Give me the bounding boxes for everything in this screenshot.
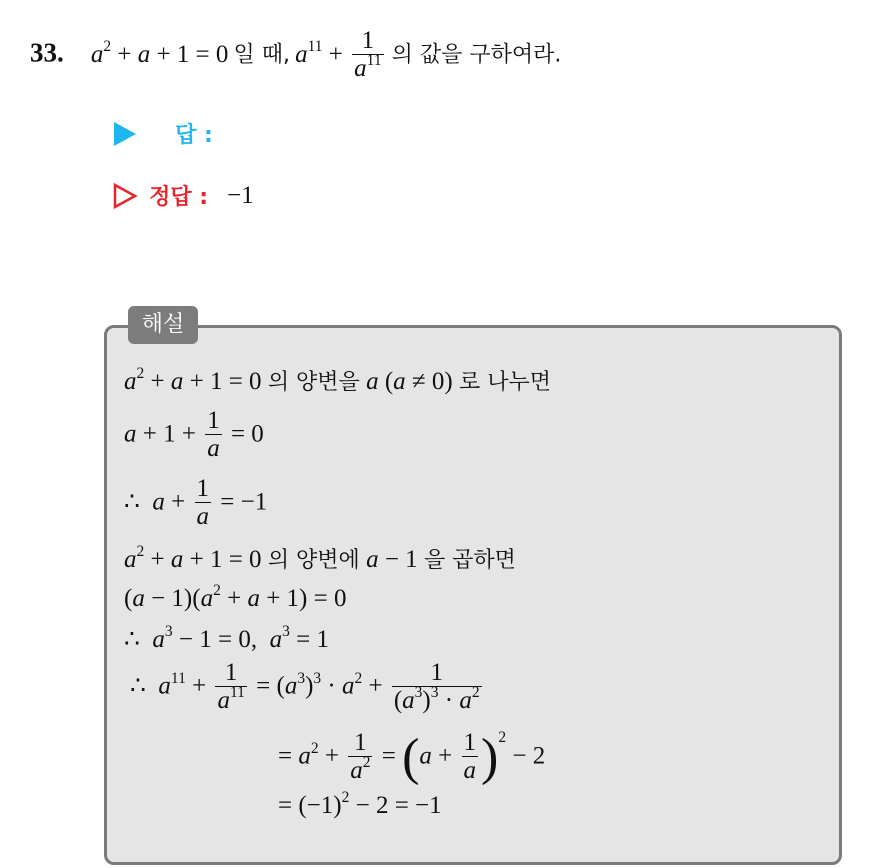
correct-value: −1	[227, 181, 254, 209]
solution-line-9: = $(-1)^2 - 2 = -1$	[278, 789, 442, 819]
solution-line-3: ∴ a + $\frac{1}{a}$ = −1	[124, 475, 268, 531]
question-line	[30, 28, 561, 84]
solution-tag: 해설	[128, 306, 198, 344]
solution-line-4: $a^2 + a + 1 = 0$ 의 양변에 a − 1 을 곱하면	[124, 543, 516, 573]
correct-answer-row	[112, 180, 254, 211]
play-arrow-icon	[112, 120, 138, 148]
solution-line-8: = $a^2$ + $\frac{1}{a^2}$ = (a + $\frac{1}{a}$ )$^2$ − 2	[278, 729, 546, 786]
question-number: 33.	[30, 37, 64, 68]
solution-line-2: a + 1 + $\frac{1}{a}$ = 0	[124, 407, 264, 463]
correct-label: 정답 :	[149, 185, 209, 210]
outline-arrow-icon	[112, 182, 138, 210]
solution-line-5: $(a - 1)(a^2 + a + 1) = 0$	[124, 582, 347, 612]
expression: $a^{11}$ + $\frac{1}{a^{11}}$	[295, 27, 382, 83]
prompt-text: 일 때,	[233, 42, 290, 68]
solution-line-6: ∴ $a^3 - 1 = 0$, $a^3 = 1$	[124, 623, 329, 653]
solution-line-7: ∴ $a^{11}$ + $\frac{1}{a^{11}}$ = $(a^3)^3 \cdot a^2$ + $\frac{1}{(a^3)^3 \cdot a^2}$	[130, 659, 480, 715]
solution-line-1: $a^2 + a + 1 = 0$ 의 양변을 a (a ≠ 0) 로 나누면	[124, 365, 551, 395]
answer-label: 답 :	[175, 123, 213, 148]
equation: $a^2 + a + 1 = 0$	[90, 37, 229, 68]
prompt-text-end: 의 값을 구하여라.	[391, 42, 562, 68]
answer-row	[112, 118, 213, 149]
